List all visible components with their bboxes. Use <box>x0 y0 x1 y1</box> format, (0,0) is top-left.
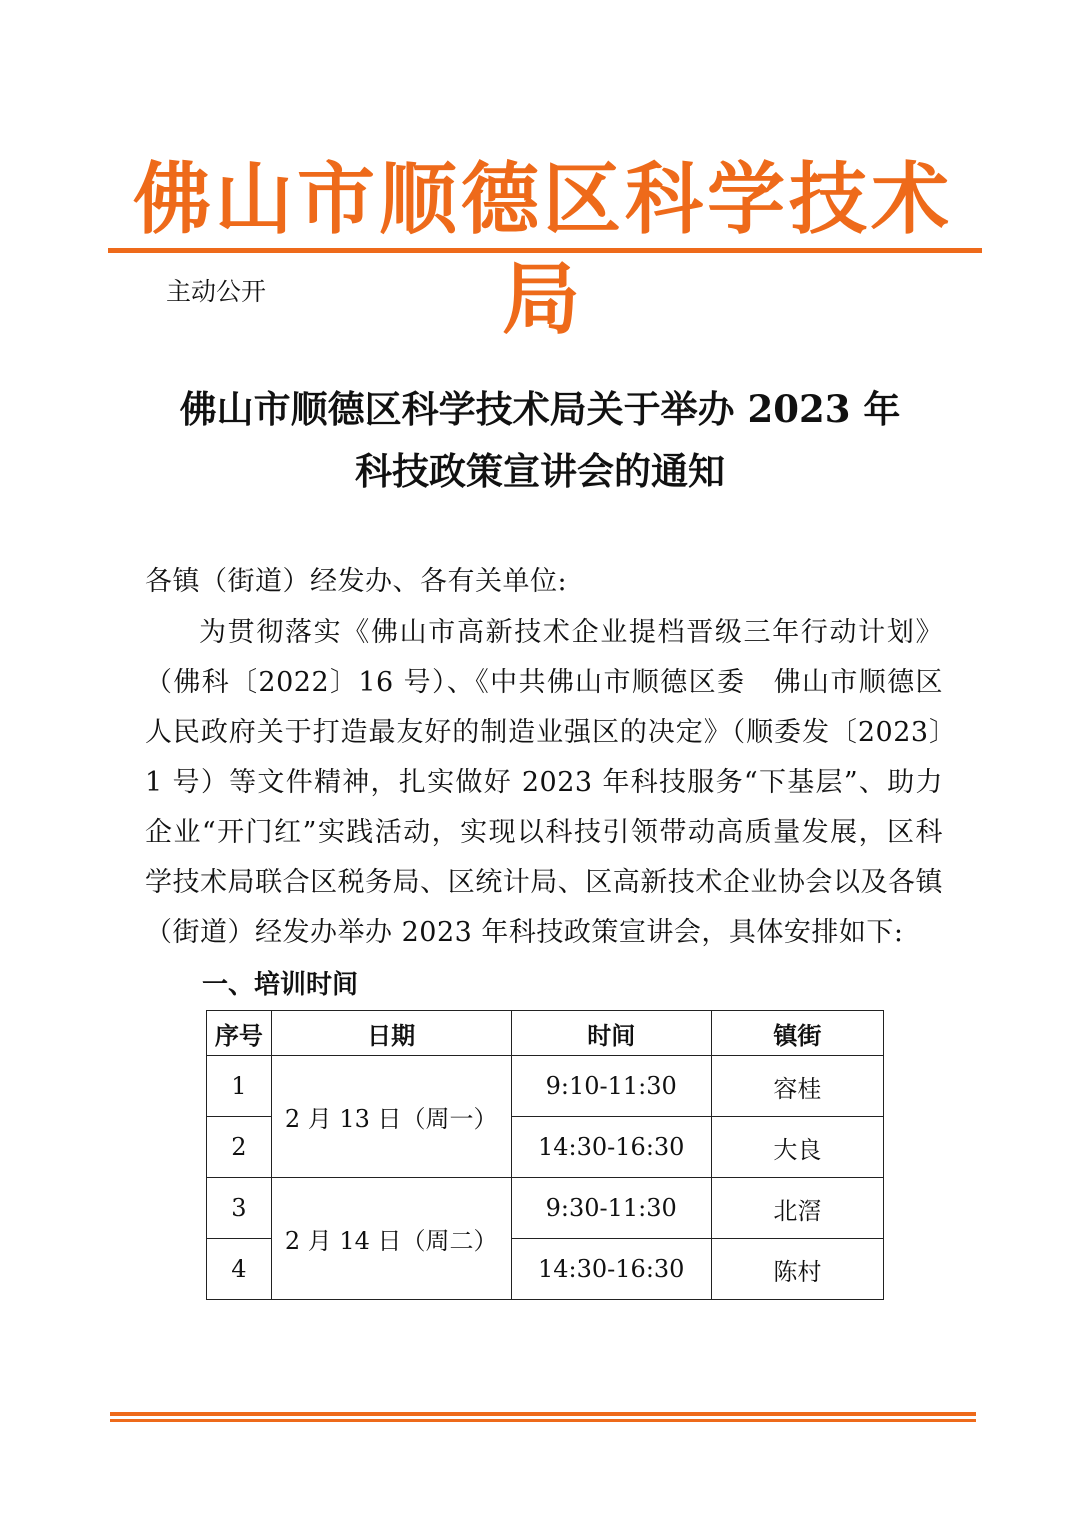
cell-no: 4 <box>207 1239 272 1300</box>
header-town: 镇街 <box>711 1011 883 1056</box>
footer-rule-thin <box>110 1419 976 1422</box>
table-header-row <box>207 1011 884 1056</box>
cell-no: 2 <box>207 1117 272 1178</box>
body-paragraph <box>145 608 943 958</box>
cell-no: 3 <box>207 1178 272 1239</box>
cell-date: 2 月 14 日（周二） <box>271 1178 511 1300</box>
cell-town: 大良 <box>711 1117 883 1178</box>
cell-time: 14:30-16:30 <box>511 1117 711 1178</box>
letterhead-title: 佛山市顺德区科学技术局 <box>132 155 953 345</box>
cell-date: 2 月 13 日（周一） <box>271 1056 511 1178</box>
table-row <box>207 1178 884 1239</box>
schedule-table <box>206 1010 884 1300</box>
cell-time: 9:10-11:30 <box>511 1056 711 1117</box>
section-heading-training-time: 一、培训时间 <box>202 970 359 1000</box>
cell-time: 14:30-16:30 <box>511 1239 711 1300</box>
cell-town: 北滘 <box>711 1178 883 1239</box>
document-title-line2: 科技政策宣讲会的通知 <box>355 449 725 493</box>
body-paragraph-text: 为贯彻落实《佛山市高新技术企业提档晋级三年行动计划》（佛科〔2022〕16 号）、《中共佛山市顺德区委 佛山市顺德区人民政府关于打造最友好的制造业强区的决定》（顺委发〔2023〕1 号）等文件精神，扎实做好 2023 年科技服务“下基层”、助力企业“开门红”实践活动，实现以科技引领带动高质量发展，区科学技术局联合区税务局、区统计局、区高新技术企业协会以及各镇（街道）经发办举办 2023 年科技政策宣讲会，具体安排如下: <box>145 617 943 948</box>
salutation: 各镇（街道）经发办、各有关单位: <box>145 566 568 597</box>
table-row <box>207 1056 884 1117</box>
cell-time: 9:30-11:30 <box>511 1178 711 1239</box>
header-date: 日期 <box>271 1011 511 1056</box>
cell-town: 陈村 <box>711 1239 883 1300</box>
letterhead-rule <box>108 248 982 253</box>
footer-rule <box>110 1412 976 1416</box>
disclosure-label: 主动公开 <box>166 277 267 306</box>
document-title-line1: 佛山市顺德区科学技术局关于举办 2023 年 <box>179 387 901 431</box>
cell-town: 容桂 <box>711 1056 883 1117</box>
header-time: 时间 <box>511 1011 711 1056</box>
header-no: 序号 <box>207 1011 272 1056</box>
cell-no: 1 <box>207 1056 272 1117</box>
